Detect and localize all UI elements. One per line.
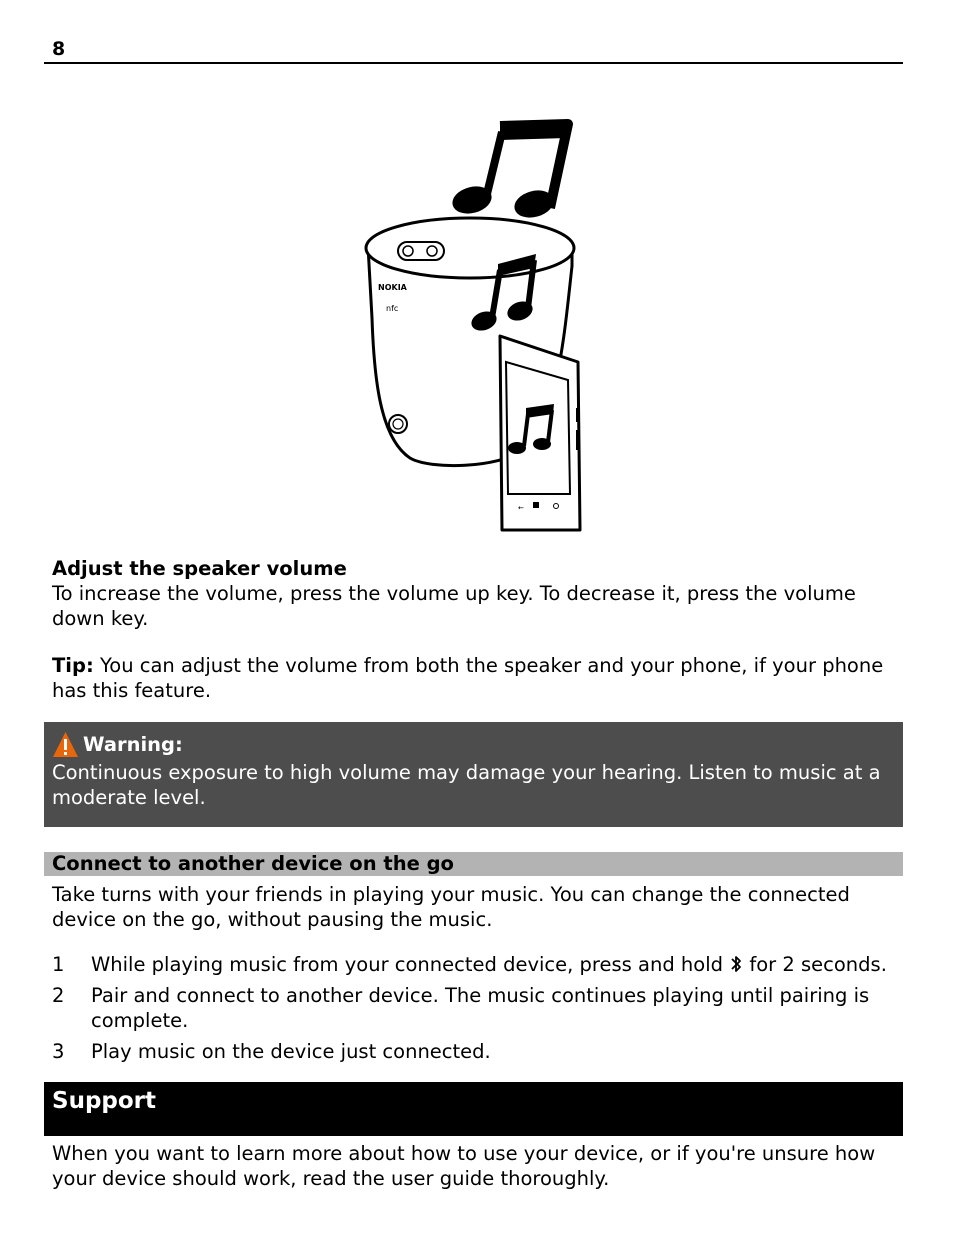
warning-label: Warning:	[83, 732, 183, 756]
warning-text: Continuous exposure to high volume may damage your hearing. Listen to music at a moderate level.	[52, 761, 881, 809]
speaker-illustration	[350, 118, 600, 536]
step-text: Pair and connect to another device. The music continues playing until pairing is complete.	[91, 984, 870, 1032]
connect-heading: Connect to another device on the go	[44, 852, 903, 876]
music-note-large-icon	[449, 124, 568, 222]
volume-heading: Adjust the speaker volume	[52, 557, 347, 580]
connect-body: Take turns with your friends in playing your music. You can change the connected device on the go, without pausing the music.	[52, 883, 850, 931]
step-number: 2	[52, 984, 65, 1007]
list-item	[52, 983, 902, 1033]
warning-triangle-icon	[52, 731, 79, 758]
phone-illustration	[500, 336, 580, 530]
step-number: 3	[52, 1040, 65, 1063]
step-text: While playing music from your connected device, press and hold for 2 seconds.	[91, 953, 887, 976]
tip-text: You can adjust the volume from both the speaker and your phone, if your phone has this feature.	[52, 654, 884, 702]
warning-box	[44, 722, 903, 827]
bluetooth-icon	[729, 954, 743, 974]
step-number: 1	[52, 953, 65, 976]
support-heading: Support	[44, 1082, 903, 1136]
svg-text:NOKIA: NOKIA	[378, 283, 407, 292]
list-item	[52, 1039, 902, 1064]
svg-text:nfc: nfc	[386, 304, 399, 313]
top-rule	[44, 62, 903, 64]
page-number: 8	[52, 38, 66, 60]
tip-label: Tip:	[52, 654, 94, 677]
volume-body: To increase the volume, press the volume up key. To decrease it, press the volume down key.	[52, 582, 856, 630]
list-item	[52, 952, 902, 977]
support-body: When you want to learn more about how to use your device, or if you're unsure how your device should work, read the user guide thoroughly.	[52, 1142, 876, 1190]
connect-steps-list	[52, 952, 902, 1070]
tip-paragraph	[52, 653, 902, 703]
svg-text:←: ←	[518, 504, 524, 512]
volume-section	[52, 556, 902, 631]
warning-header	[52, 728, 895, 760]
step-text: Play music on the device just connected.	[91, 1040, 491, 1063]
